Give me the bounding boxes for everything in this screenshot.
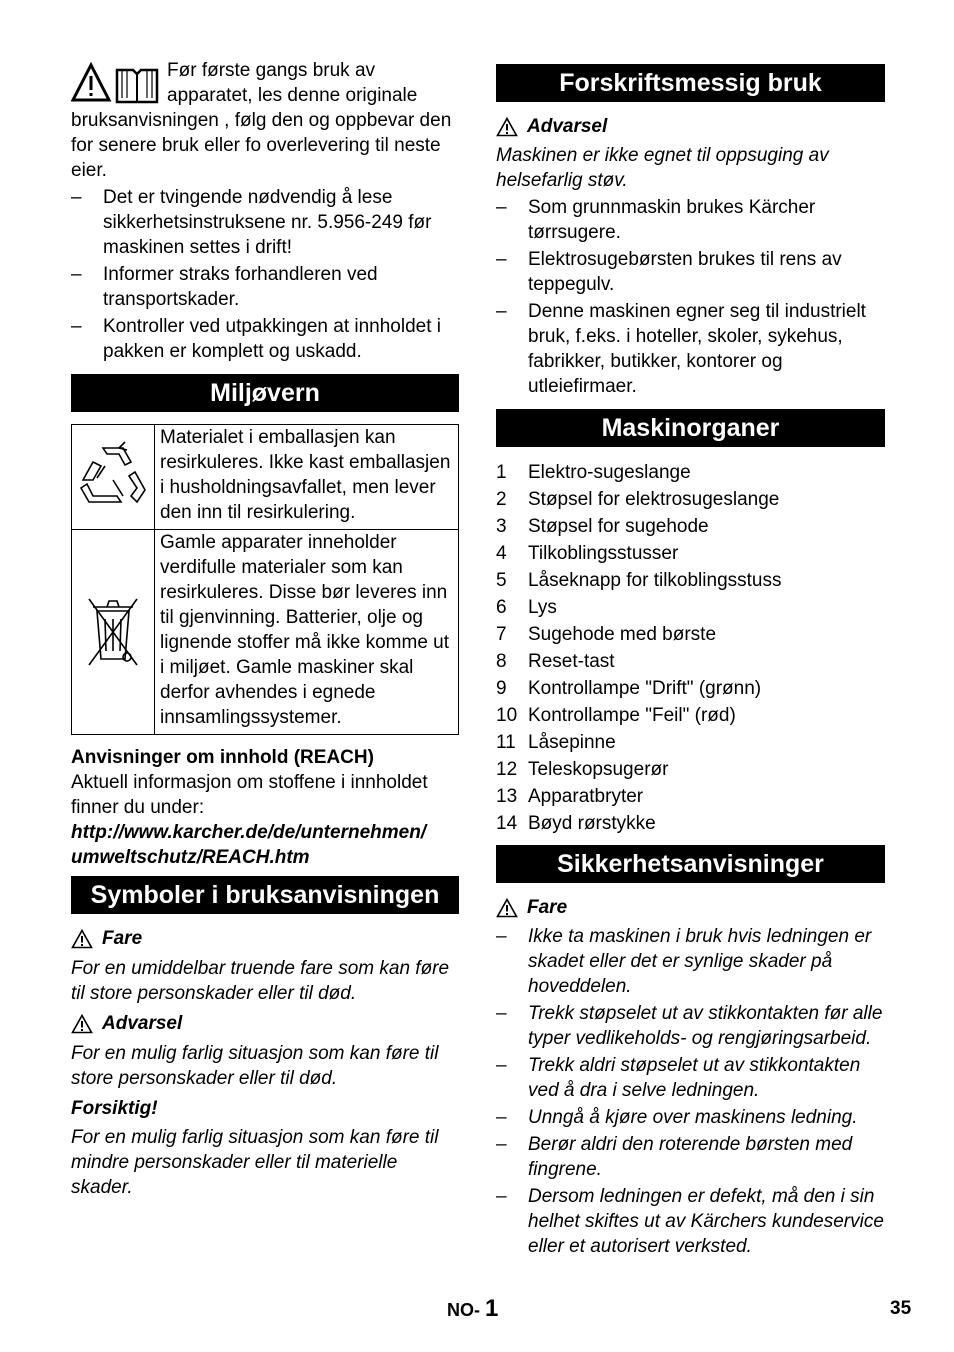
list-item — [496, 513, 885, 540]
warning-triangle-icon — [496, 898, 518, 918]
weee-text: Gamle apparater inneholder verdifulle materialer som kan resirkuleres. Disse bør leveres inn til gjenvinning. Batterier, olje og lignende stoffer må ikke komme ut i miljøet. Gamle maskiner skal derfor avhendes i egnede innsamlingssystemer. — [155, 530, 459, 735]
list-item — [71, 262, 459, 312]
footer-code-number: 1 — [485, 1295, 499, 1322]
list-item — [496, 810, 885, 837]
list-item — [496, 1001, 885, 1051]
advarsel-label-row — [71, 1011, 459, 1036]
recycle-text: Materialet i emballasjen kan resirkuleres. Ikke kast emballasjen i husholdningsavfallet, men lever den inn til resirkulering. — [155, 425, 459, 530]
warning-triangle-icon — [496, 117, 518, 137]
dash-mark: – — [496, 1186, 507, 1207]
item-number: 5 — [496, 570, 507, 591]
section-heading-symbols: Symboler i bruksanvisningen — [71, 876, 459, 914]
weee-icon-cell — [72, 530, 155, 735]
advarsel-label: Advarsel — [102, 1013, 183, 1034]
item-label: Låseknapp for tilkoblingsstuss — [528, 570, 782, 591]
section-heading-intended-use: Forskriftsmessig bruk — [496, 64, 885, 102]
footer-code-prefix: NO- — [447, 1300, 480, 1320]
item-number: 11 — [496, 732, 516, 753]
intro-icons — [71, 62, 159, 104]
list-item — [496, 459, 885, 486]
footer-language-code — [447, 1296, 498, 1323]
left-column — [71, 58, 459, 1200]
item-label: Støpsel for elektrosugeslange — [528, 489, 780, 510]
item-label: Teleskopsugerør — [528, 759, 669, 780]
safety-bullet-list — [496, 924, 885, 1259]
list-item-text: Unngå å kjøre over maskinens ledning. — [528, 1107, 858, 1128]
crossed-out-bin-icon — [83, 589, 143, 669]
list-item — [496, 540, 885, 567]
intro-bullet-list — [71, 185, 459, 364]
fare-label-row — [71, 926, 459, 951]
fare-label: Fare — [102, 928, 143, 949]
item-label: Kontrollampe "Feil" (rød) — [528, 705, 736, 726]
item-label: Kontrollampe "Drift" (grønn) — [528, 678, 762, 699]
safety-fare-row — [496, 895, 885, 920]
intended-use-bullet-list — [496, 195, 885, 399]
item-number: 3 — [496, 516, 507, 537]
list-item — [496, 1105, 885, 1130]
item-label: Sugehode med børste — [528, 624, 717, 645]
list-item — [496, 1184, 885, 1259]
components-list — [496, 459, 885, 837]
item-number: 10 — [496, 705, 518, 726]
list-item-text: Berør aldri den roterende børsten med fingrene. — [528, 1134, 853, 1180]
list-item — [496, 486, 885, 513]
list-item — [496, 675, 885, 702]
section-heading-environment: Miljøvern — [71, 374, 459, 412]
item-number: 13 — [496, 786, 518, 807]
fare-text: For en umiddelbar truende fare som kan føre til store personskader eller til død. — [71, 958, 450, 1004]
table-row — [72, 530, 459, 735]
list-item — [496, 702, 885, 729]
item-number: 12 — [496, 759, 518, 780]
item-number: 6 — [496, 597, 507, 618]
dash-mark: – — [496, 1107, 507, 1128]
list-item-text: Det er tvingende nødvendig å lese sikkerhetsinstruksene nr. 5.956-249 før maskinen settes i drift! — [103, 187, 432, 258]
list-item — [496, 924, 885, 999]
dash-mark: – — [496, 249, 507, 270]
item-number: 7 — [496, 624, 507, 645]
forsiktig-label: Forsiktig! — [71, 1098, 158, 1119]
dash-mark: – — [496, 197, 507, 218]
item-label: Elektro-sugeslange — [528, 462, 691, 483]
list-item — [496, 648, 885, 675]
intended-use-warning-label: Advarsel — [527, 116, 608, 137]
dash-mark: – — [496, 301, 507, 322]
list-item — [496, 195, 885, 245]
intro-block — [71, 58, 459, 183]
list-item — [71, 314, 459, 364]
dash-mark: – — [496, 1134, 507, 1155]
list-item — [496, 567, 885, 594]
page-number: 35 — [890, 1298, 912, 1319]
list-item-text: Informer straks forhandleren ved transportskader. — [103, 264, 378, 310]
list-item — [496, 594, 885, 621]
item-number: 14 — [496, 813, 518, 834]
right-column — [496, 64, 885, 1261]
list-item-text: Trekk støpselet ut av stikkontakten før alle typer vedlikeholds- og rengjøringsarbeid. — [528, 1003, 883, 1049]
warning-triangle-icon — [71, 1014, 93, 1034]
item-label: Apparatbryter — [528, 786, 644, 807]
list-item-text: Denne maskinen egner seg til industrielt bruk, f.eks. i hoteller, skoler, sykehus, fabrikker, butikker, kontorer og utleiefirmaer. — [528, 301, 866, 397]
reach-text: Aktuell informasjon om stoffene i innholdet finner du under: — [71, 772, 428, 818]
recycle-icon — [75, 438, 151, 510]
item-number: 8 — [496, 651, 507, 672]
reach-title: Anvisninger om innhold (REACH) — [71, 747, 374, 768]
list-item-text: Ikke ta maskinen i bruk hvis ledningen er skadet eller det er synlige skader på hoveddelen. — [528, 926, 872, 997]
list-item-text: Trekk aldri støpselet ut av stikkontakten ved å dra i selve ledningen. — [528, 1055, 861, 1101]
item-label: Reset-tast — [528, 651, 615, 672]
dash-mark: – — [496, 1055, 507, 1076]
list-item-text: Dersom ledningen er defekt, må den i sin helhet skiftes ut av Kärchers kundeservice eller et autorisert verksted. — [528, 1186, 884, 1257]
item-label: Bøyd rørstykke — [528, 813, 656, 834]
table-row — [72, 425, 459, 530]
list-item — [496, 783, 885, 810]
item-label: Støpsel for sugehode — [528, 516, 709, 537]
dash-mark: – — [71, 264, 82, 285]
forsiktig-text: For en mulig farlig situasjon som kan føre til mindre personskader eller til materielle skader. — [71, 1127, 439, 1198]
item-number: 2 — [496, 489, 507, 510]
item-label: Tilkoblingsstusser — [528, 543, 679, 564]
dash-mark: – — [496, 926, 507, 947]
list-item — [496, 247, 885, 297]
reach-url-line1[interactable]: http://www.karcher.de/de/unternehmen/ — [71, 822, 427, 843]
dash-mark: – — [71, 316, 82, 337]
warning-triangle-icon — [71, 929, 93, 949]
list-item — [496, 1053, 885, 1103]
list-item — [496, 1132, 885, 1182]
list-item — [496, 729, 885, 756]
list-item-text: Kontroller ved utpakkingen at innholdet i pakken er komplett og uskadd. — [103, 316, 442, 362]
section-heading-safety: Sikkerhetsanvisninger — [496, 845, 885, 883]
list-item — [496, 299, 885, 399]
reach-url-line2[interactable]: umweltschutz/REACH.htm — [71, 847, 310, 868]
list-item-text: Elektrosugebørsten brukes til rens av teppegulv. — [528, 249, 842, 295]
section-heading-components: Maskinorganer — [496, 409, 885, 447]
item-label: Lys — [528, 597, 557, 618]
dash-mark: – — [496, 1003, 507, 1024]
list-item-text: Som grunnmaskin brukes Kärcher tørrsugere. — [528, 197, 816, 243]
item-number: 9 — [496, 678, 507, 699]
dash-mark: – — [71, 187, 82, 208]
environment-table — [71, 424, 459, 735]
recycle-icon-cell — [72, 425, 155, 530]
intro-text: Før første gangs bruk av apparatet, les denne originale bruksanvisningen , følg den og oppbevar den for senere bruk eller fo overlevering til neste eier. — [71, 60, 452, 181]
intended-use-warning-text: Maskinen er ikke egnet til oppsuging av helsefarlig støv. — [496, 145, 829, 191]
item-number: 1 — [496, 462, 507, 483]
list-item — [496, 621, 885, 648]
list-item — [496, 756, 885, 783]
advarsel-text: For en mulig farlig situasjon som kan føre til store personskader eller til død. — [71, 1043, 439, 1089]
item-number: 4 — [496, 543, 507, 564]
warning-manual-icon — [71, 62, 159, 104]
list-item — [71, 185, 459, 260]
item-label: Låsepinne — [528, 732, 616, 753]
safety-fare-label: Fare — [527, 897, 568, 918]
intended-use-warning-row — [496, 114, 885, 139]
